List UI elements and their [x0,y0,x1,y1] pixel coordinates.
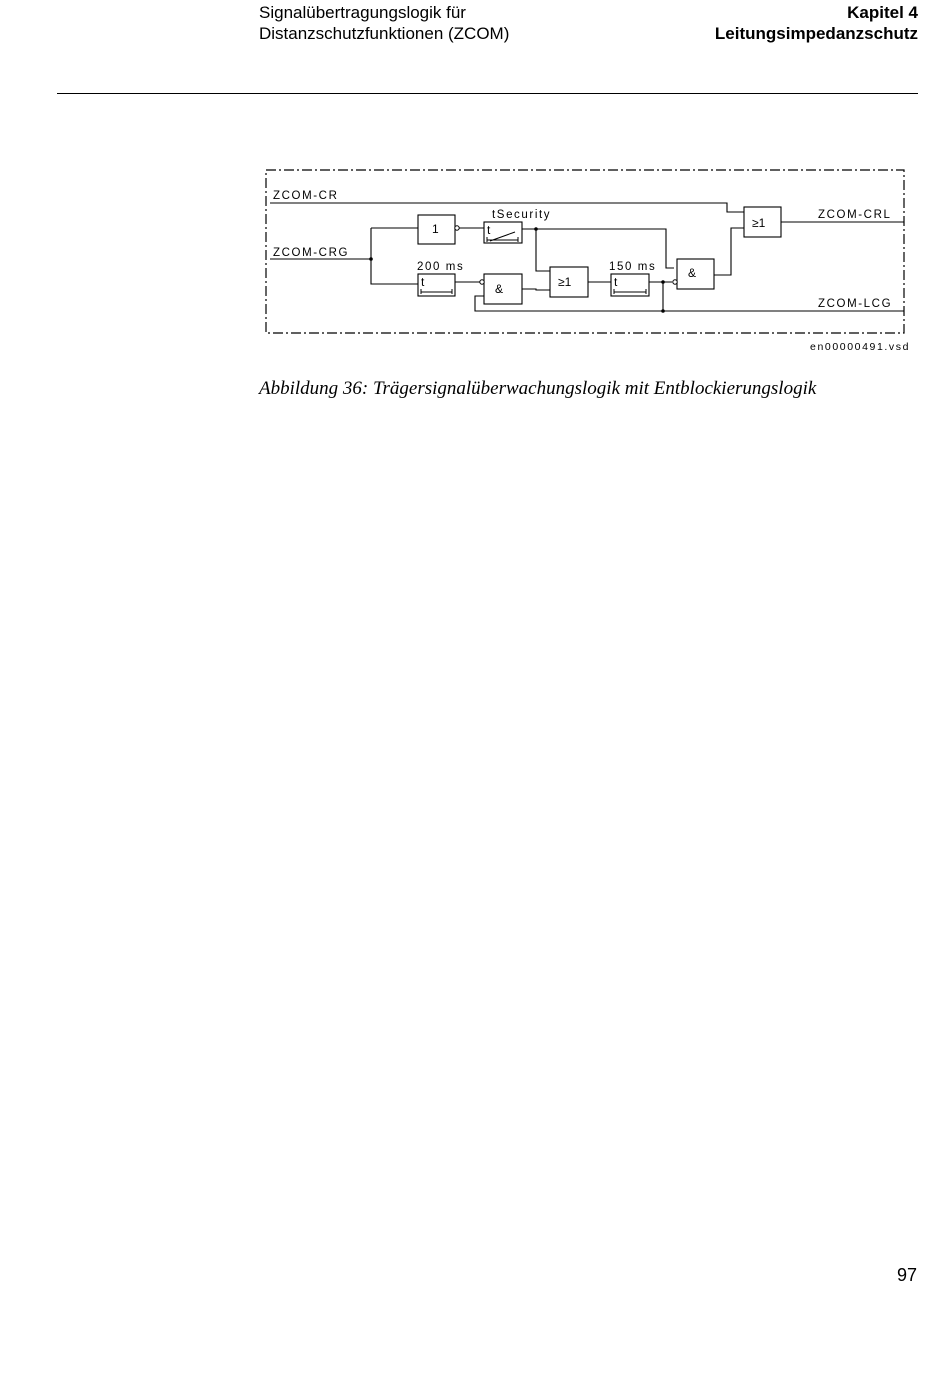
t200-timer-label: 200 ms [417,261,465,273]
inverter-bubble [455,226,459,230]
header-chapter-title: Leitungsimpedanzschutz [714,24,918,43]
or-gate-output-label: ≥1 [752,216,766,230]
output-label-zcom-lcg: ZCOM-LCG [818,298,893,310]
t150-timer-symbol: t [614,275,618,289]
and-left-inverted-input [480,280,484,284]
diagram-file-id: en00000491.vsd [810,341,911,353]
tsecurity-timer-label: tSecurity [492,209,552,221]
header-section-subtitle: Distanzschutzfunktionen (ZCOM) [259,24,510,43]
and-gate-left-label: & [495,282,504,296]
or-gate-mid-label: ≥1 [558,275,572,289]
t200-timer-symbol: t [421,275,425,289]
diagram-frame [266,170,904,333]
and-right-inverted-input [673,280,677,284]
t150-timer-label: 150 ms [609,261,657,273]
logic-diagram [0,0,950,360]
input-label-zcom-crg: ZCOM-CRG [273,247,350,259]
and-gate-right-label: & [688,266,697,280]
input-label-zcom-cr: ZCOM-CR [273,190,339,202]
page-number: 97 [896,1265,917,1285]
tsecurity-timer-symbol: t [487,223,491,237]
header-chapter: Kapitel 4 [847,3,918,22]
header-section-title: Signalübertragungslogik für [259,3,466,22]
output-label-zcom-crl: ZCOM-CRL [818,209,892,221]
inverter-gate-label: 1 [432,222,439,236]
figure-caption: Abbildung 36: Trägersignalüberwachungslogik mit Entblockierungslogik [259,378,817,399]
